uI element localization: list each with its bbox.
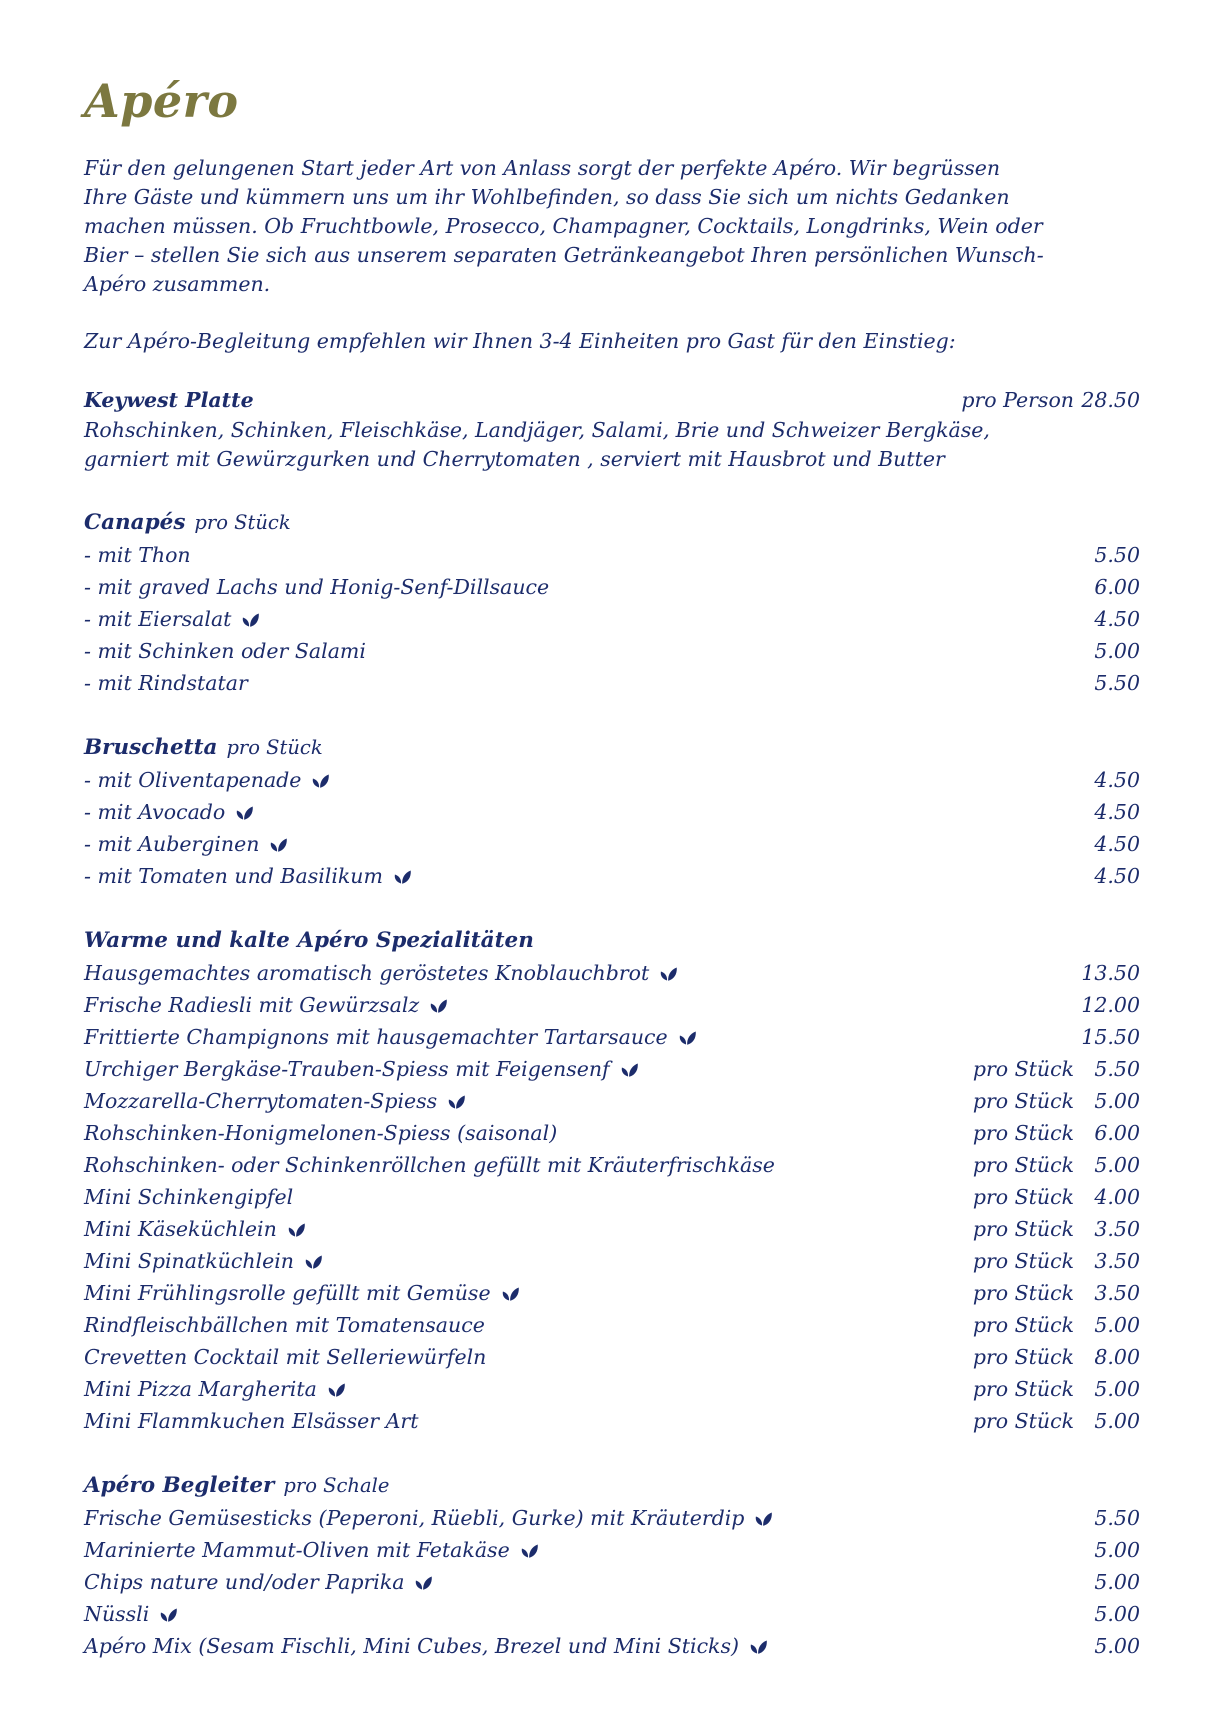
menu-item-row: [84, 1021, 1140, 1053]
vegetarian-leaf-icon: [240, 611, 261, 628]
section-unit-label: pro Stück: [194, 511, 291, 534]
section-header: [84, 924, 1140, 957]
item-name: - mit Avocado: [84, 800, 226, 824]
vegetarian-leaf-icon: [286, 1221, 307, 1238]
item-unit: pro Stück: [972, 1217, 1074, 1241]
vegetarian-leaf-icon: [753, 1510, 774, 1527]
section-apero-begleiter: [84, 1469, 1140, 1662]
menu-item-row: [84, 828, 1140, 860]
item-price: 6.00: [1094, 1121, 1140, 1145]
section-warme-kalte-spezialitaeten: [84, 924, 1140, 1437]
item-price: 5.00: [1094, 1634, 1140, 1658]
item-name: Mini Pizza Margherita: [84, 1377, 317, 1401]
item-unit: pro Stück: [972, 1281, 1074, 1305]
item-price: 3.50: [1094, 1217, 1140, 1241]
menu-item-row: [84, 1181, 1140, 1213]
menu-item-row: [84, 1085, 1140, 1117]
menu-item-row: [84, 1245, 1140, 1277]
menu-item-row: [84, 1598, 1140, 1630]
vegetarian-leaf-icon: [413, 1574, 434, 1591]
menu-item-row: [84, 1117, 1140, 1149]
section-unit-label: pro Schale: [283, 1474, 390, 1497]
section-title: Warme und kalte Apéro Spezialitäten: [84, 928, 534, 953]
vegetarian-leaf-icon: [748, 1638, 769, 1655]
menu-item-row: [84, 1373, 1140, 1405]
item-name: Nüssli: [84, 1602, 150, 1626]
vegetarian-leaf-icon: [446, 1093, 467, 1110]
item-description: Rohschinken, Schinken, Fleischkäse, Landjäger, Salami, Brie und Schweizer Bergkäse,: [84, 418, 990, 442]
item-unit: pro Stück: [972, 1249, 1074, 1273]
item-price: 5.00: [1094, 1570, 1140, 1594]
item-name: Mozzarella-Cherrytomaten-Spiess: [84, 1089, 438, 1113]
menu-item-row: [84, 539, 1140, 571]
item-unit: pro Stück: [972, 1377, 1074, 1401]
menu-item-row: [84, 1053, 1140, 1085]
vegetarian-leaf-icon: [234, 804, 255, 821]
item-name: Rindfleischbällchen mit Tomatensauce: [84, 1313, 485, 1337]
item-price: 5.00: [1094, 1409, 1140, 1433]
item-name: Crevetten Cocktail mit Selleriewürfeln: [84, 1345, 487, 1369]
item-price: 6.00: [1094, 575, 1140, 599]
menu-item-row: [84, 1566, 1140, 1598]
item-unit: pro Stück: [972, 1089, 1074, 1113]
item-name: Apéro Mix (Sesam Fischli, Mini Cubes, Brezel und Mini Sticks): [84, 1634, 739, 1658]
menu-item-row: [84, 1534, 1140, 1566]
item-price: 3.50: [1094, 1249, 1140, 1273]
item-price: 4.50: [1094, 800, 1140, 824]
item-name: Rohschinken-Honigmelonen-Spiess (saisonal): [84, 1121, 558, 1145]
section-header: [84, 1469, 1140, 1502]
item-description: garniert mit Gewürzgurken und Cherrytomaten , serviert mit Hausbrot und Butter: [84, 447, 945, 471]
item-price: 5.00: [1094, 1153, 1140, 1177]
item-name: Frische Radiesli mit Gewürzsalz: [84, 993, 420, 1017]
menu-item-row: [84, 571, 1140, 603]
item-price: 5.00: [1094, 639, 1140, 663]
item-name: - mit Eiersalat: [84, 607, 232, 631]
vegetarian-leaf-icon: [658, 965, 679, 982]
item-name: - mit Tomaten und Basilikum: [84, 864, 383, 888]
item-unit: pro Person: [961, 388, 1074, 412]
item-price: 5.50: [1094, 671, 1140, 695]
menu-item-row: [84, 1502, 1140, 1534]
item-price: 5.50: [1094, 1057, 1140, 1081]
vegetarian-leaf-icon: [326, 1381, 347, 1398]
vegetarian-leaf-icon: [392, 868, 413, 885]
item-price: 4.00: [1094, 1185, 1140, 1209]
item-name: Keywest Platte: [84, 388, 254, 412]
item-name: Rohschinken- oder Schinkenröllchen gefüllt mit Kräuterfrischkäse: [84, 1153, 775, 1177]
vegetarian-leaf-icon: [500, 1285, 521, 1302]
section-header: [84, 731, 1140, 764]
vegetarian-leaf-icon: [428, 997, 449, 1014]
item-price: 13.50: [1081, 961, 1140, 985]
item-name: Frittierte Champignons mit hausgemachter Tartarsauce: [84, 1025, 668, 1049]
vegetarian-leaf-icon: [268, 836, 289, 853]
menu-item-row: [84, 1630, 1140, 1662]
item-name: Mini Flammkuchen Elsässer Art: [84, 1409, 419, 1433]
item-name: Mini Frühlingsrolle gefüllt mit Gemüse: [84, 1281, 491, 1305]
item-name: - mit Auberginen: [84, 832, 260, 856]
menu-item-row: [84, 764, 1140, 796]
item-price: 5.50: [1094, 1506, 1140, 1530]
item-price: 5.00: [1094, 1538, 1140, 1562]
vegetarian-leaf-icon: [677, 1029, 698, 1046]
item-price: 5.00: [1094, 1089, 1140, 1113]
item-unit: pro Stück: [972, 1409, 1074, 1433]
item-name: Marinierte Mammut-Oliven mit Fetakäse: [84, 1538, 510, 1562]
item-price: 4.50: [1094, 864, 1140, 888]
item-price: 4.50: [1094, 607, 1140, 631]
menu-item-row: [84, 957, 1140, 989]
page-title: Apéro: [84, 74, 239, 128]
section-bruschetta: [84, 731, 1140, 892]
item-name: Mini Spinatküchlein: [84, 1249, 294, 1273]
item-price: 5.00: [1094, 1313, 1140, 1337]
item-name: - mit Thon: [84, 543, 191, 567]
item-price: 5.00: [1094, 1602, 1140, 1626]
section-unit-label: pro Stück: [226, 736, 323, 759]
item-price: 12.00: [1081, 993, 1140, 1017]
menu-item-row: [84, 384, 1140, 416]
menu-item-row: [84, 989, 1140, 1021]
intro-paragraph: Für den gelungenen Start jeder Art von Anlass sorgt der perfekte Apéro. Wir begrüssen Ihre Gäste und kümmern uns um ihr Wohlbefinden, so dass Sie sich um nichts Gedanken machen müssen. Ob Fruchtbowle, Prosecco, Champagner, Cocktails, Longdrinks, Wein oder Bier – stellen Sie sich aus unserem separaten Getränkeangebot Ihren persönlichen Wunsch-Apéro zusammen.: [84, 156, 1044, 296]
vegetarian-leaf-icon: [303, 1253, 324, 1270]
section-title: Bruschetta: [84, 735, 218, 760]
item-name: Mini Käseküchlein: [84, 1217, 277, 1241]
vegetarian-leaf-icon: [519, 1542, 540, 1559]
item-name: - mit graved Lachs und Honig-Senf-Dillsauce: [84, 575, 550, 599]
item-unit: pro Stück: [972, 1313, 1074, 1337]
menu-item-row: [84, 796, 1140, 828]
item-name: Urchiger Bergkäse-Trauben-Spiess mit Feigensenf: [84, 1057, 610, 1081]
item-unit: pro Stück: [972, 1185, 1074, 1209]
item-name: - mit Rindstatar: [84, 671, 248, 695]
item-price: 8.00: [1094, 1345, 1140, 1369]
section-header: [84, 506, 1140, 539]
item-unit: pro Stück: [972, 1121, 1074, 1145]
item-price: 4.50: [1094, 768, 1140, 792]
item-unit: pro Stück: [972, 1057, 1074, 1081]
menu-item-row: [84, 1213, 1140, 1245]
item-price: 4.50: [1094, 832, 1140, 856]
item-price: 28.50: [1081, 388, 1140, 412]
section-canapes: [84, 506, 1140, 699]
menu-item-row: [84, 635, 1140, 667]
menu-item-row: [84, 1405, 1140, 1437]
menu-item-row: [84, 667, 1140, 699]
featured-item: [84, 384, 1140, 474]
menu-item-row: [84, 1149, 1140, 1181]
vegetarian-leaf-icon: [310, 772, 331, 789]
item-unit: pro Stück: [972, 1345, 1074, 1369]
advice-text: Zur Apéro-Begleitung empfehlen wir Ihnen 3-4 Einheiten pro Gast für den Einstieg:: [84, 329, 956, 353]
menu-item-row: [84, 860, 1140, 892]
item-name: - mit Oliventapenade: [84, 768, 302, 792]
item-name: Chips nature und/oder Paprika: [84, 1570, 405, 1594]
item-name: Hausgemachtes aromatisch geröstetes Knoblauchbrot: [84, 961, 650, 985]
item-price: 15.50: [1081, 1025, 1140, 1049]
section-title: Canapés: [84, 510, 186, 535]
menu-item-row: [84, 1309, 1140, 1341]
section-title: Apéro Begleiter: [84, 1473, 275, 1498]
menu-item-row: [84, 1277, 1140, 1309]
menu-item-row: [84, 1341, 1140, 1373]
item-price: 5.00: [1094, 1377, 1140, 1401]
item-price: 5.50: [1094, 543, 1140, 567]
item-price: 3.50: [1094, 1281, 1140, 1305]
item-name: Mini Schinkengipfel: [84, 1185, 294, 1209]
item-unit: pro Stück: [972, 1153, 1074, 1177]
menu-item-row: [84, 603, 1140, 635]
vegetarian-leaf-icon: [619, 1061, 640, 1078]
item-name: Frische Gemüsesticks (Peperoni, Rüebli, Gurke) mit Kräuterdip: [84, 1506, 745, 1530]
vegetarian-leaf-icon: [158, 1606, 179, 1623]
item-name: - mit Schinken oder Salami: [84, 639, 366, 663]
